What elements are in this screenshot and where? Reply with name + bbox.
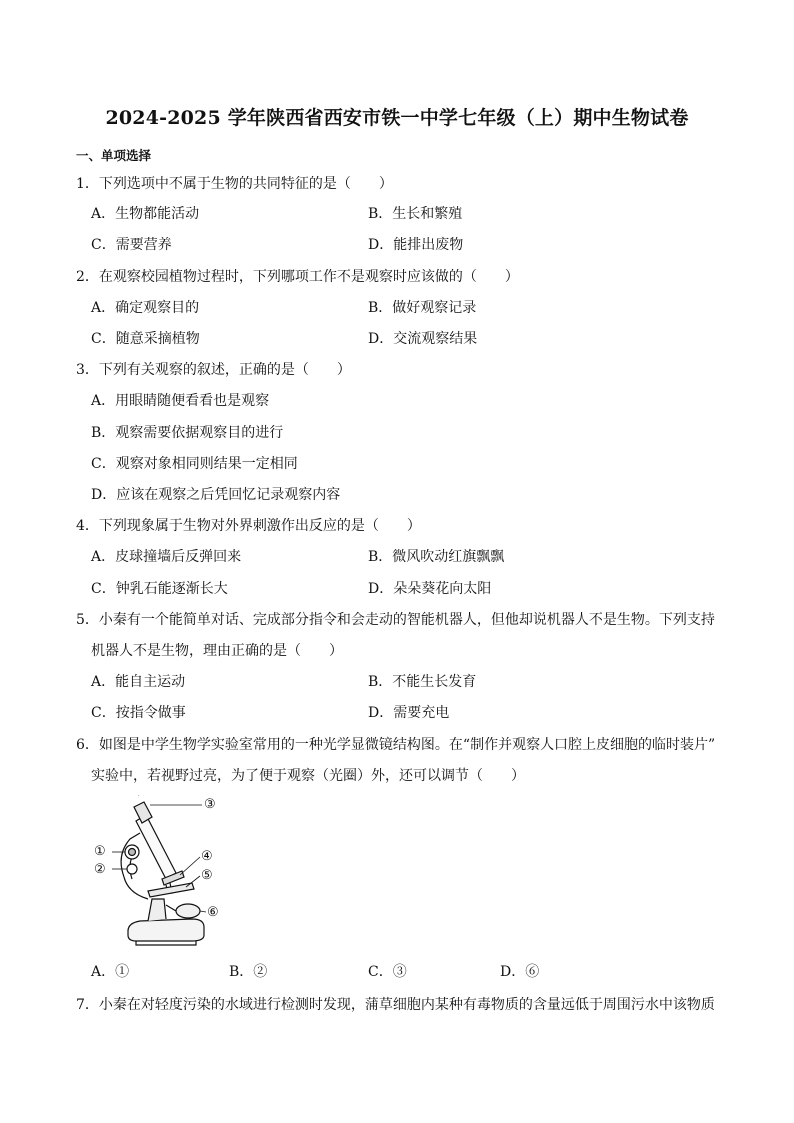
q2-option-a[interactable]: A．确定观察目的: [91, 300, 200, 316]
q1-option-a[interactable]: A．生物都能活动: [91, 206, 200, 222]
q5-option-c[interactable]: C．按指令做事: [91, 705, 186, 721]
q5-option-d[interactable]: D．需要充电: [368, 705, 450, 721]
q1-option-d[interactable]: D．能排出废物: [368, 237, 464, 253]
q1-option-c[interactable]: C．需要营养: [91, 237, 172, 253]
microscope-figure: [92, 795, 227, 953]
section-heading: 一、单项选择: [76, 148, 152, 163]
figure-label-5: ⑤: [201, 868, 213, 883]
question-2-stem: 2．在观察校园植物过程时，下列哪项工作不是观察时应该做的（ ）: [76, 269, 519, 285]
q2-option-c[interactable]: C．随意采摘植物: [91, 331, 200, 347]
page-title: 2024-2025 学年陕西省西安市铁一中学七年级（上）期中生物试卷: [105, 107, 689, 129]
q6-option-a[interactable]: A．①: [91, 964, 130, 980]
figure-label-6: ⑥: [207, 905, 219, 920]
question-1-stem: 1．下列选项中不属于生物的共同特征的是（ ）: [76, 176, 393, 192]
q6-option-d[interactable]: D．⑥: [500, 964, 540, 980]
figure-label-2: ②: [94, 862, 106, 877]
q4-option-b[interactable]: B．微风吹动红旗飘飘: [368, 549, 505, 565]
q3-option-c[interactable]: C．观察对象相同则结果一定相同: [91, 456, 298, 472]
q3-option-b[interactable]: B．观察需要依据观察目的进行: [91, 425, 284, 441]
figure-label-1: ①: [94, 844, 106, 859]
q2-option-b[interactable]: B．做好观察记录: [368, 300, 477, 316]
question-6-stem: 6．如图是中学生物学实验室常用的一种光学显微镜结构图。在“制作并观察人口腔上皮细胞的临时装片”: [76, 737, 716, 753]
q4-option-d[interactable]: D．朵朵葵花向太阳: [368, 581, 492, 597]
question-5-stem: 5．小秦有一个能简单对话、完成部分指令和会走动的智能机器人，但他却说机器人不是生物。下列支持: [76, 612, 715, 628]
question-3-stem: 3．下列有关观察的叙述，正确的是（ ）: [76, 362, 351, 378]
figure-label-3: ③: [204, 797, 216, 812]
q4-option-a[interactable]: A．皮球撞墙后反弹回来: [91, 549, 242, 565]
figure-label-4: ④: [201, 849, 213, 864]
q2-option-d[interactable]: D．交流观察结果: [368, 331, 478, 347]
question-7-stem: 7．小秦在对轻度污染的水域进行检测时发现，蒲草细胞内某种有毒物质的含量远低于周围污水中该物质: [76, 997, 715, 1013]
q6-option-b[interactable]: B．②: [229, 964, 268, 980]
q1-option-b[interactable]: B．生长和繁殖: [368, 206, 463, 222]
q5-option-a[interactable]: A．能自主运动: [91, 674, 186, 690]
q4-option-c[interactable]: C．钟乳石能逐渐长大: [91, 581, 228, 597]
q5-option-b[interactable]: B．不能生长发育: [368, 674, 477, 690]
question-4-stem: 4．下列现象属于生物对外界刺激作出反应的是（ ）: [76, 518, 421, 534]
q3-option-a[interactable]: A．用眼睛随便看看也是观察: [91, 393, 270, 409]
question-6-stem-cont: 实验中，若视野过亮，为了便于观察（光圈）外，还可以调节（ ）: [91, 768, 525, 784]
q3-option-d[interactable]: D．应该在观察之后凭回忆记录观察内容: [91, 487, 341, 503]
q6-option-c[interactable]: C．③: [368, 964, 407, 980]
question-5-stem-cont: 机器人不是生物，理由正确的是（ ）: [91, 643, 343, 659]
